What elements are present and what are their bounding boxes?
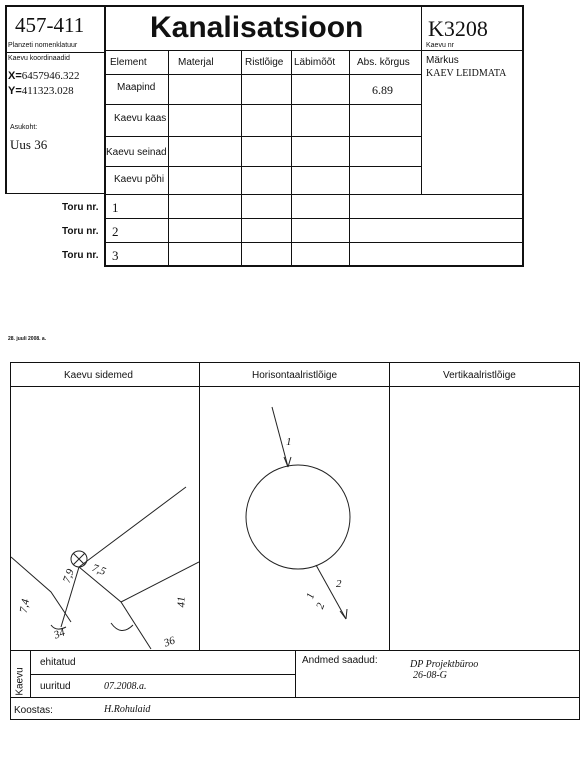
footer-side-label: Kaevu [14,667,26,696]
annotation-7-9: 7,9 [60,567,77,585]
data-source-value-2: 26-08-G [413,670,447,681]
y-label: Y= [8,85,22,97]
annotation-36: 36 [162,634,177,650]
sketch-header-vertical: Vertikaalristlõige [443,370,516,381]
pipe-label-1: Toru nr. [62,202,99,213]
pipe-num-1: 1 [112,200,119,215]
col-header-diameter: Läbimõõt [294,57,336,68]
arrow-label-1: 1 [286,436,292,448]
row-abs-ground: 6.89 [372,83,393,97]
y-value: 411323.028 [21,85,74,97]
surveyed-label: uuritud [40,681,71,692]
pipe-label-3: Toru nr. [62,250,99,261]
y-coordinate [8,85,74,97]
arrow-label-2: 2 [336,578,342,590]
x-label: X= [8,70,22,82]
remarks-caption: Märkus [426,55,459,66]
pipe-num-3: 3 [112,248,119,263]
built-label: ehitatud [40,657,76,668]
pipe-label-2: Toru nr. [62,226,99,237]
arrow-annotation-2: 2 [314,601,328,611]
data-source-label: Andmed saadud: [302,655,378,666]
remarks-value: KAEV LEIDMATA [426,68,507,79]
surveyed-value: 07.2008.a. [104,681,147,692]
vertical-cross-section [390,387,579,650]
date-line: 28. juuli 2008. a. [8,336,47,342]
x-value: 6457946.322 [21,70,80,82]
well-id-caption: Kaevu nr [426,42,455,49]
coords-caption: Kaevu koordinaadid [8,55,70,62]
arrow-annotation-1: 1 [304,591,318,601]
annotation-34: 34 [52,626,67,642]
row-element-walls: Kaevu seinad [106,147,167,158]
sheet-number: 457-411 [15,13,85,37]
col-header-cross-section: Ristlõige [245,57,284,68]
row-element-cover: Kaevu kaas [114,113,167,124]
col-header-abs-height: Abs. kõrgus [357,57,410,68]
pipe-num-2: 2 [112,224,119,239]
col-header-element: Element [110,57,147,68]
location-value: Uus 36 [10,137,48,152]
x-coordinate [8,70,80,82]
horizontal-cross-section [200,387,389,650]
location-caption: Asukoht: [10,124,38,131]
sketch-header-horizontal: Horisontaalristlõige [252,370,338,381]
sheet-caption: Planzeti nomenklatuur [8,42,78,49]
sketch-header-connections: Kaevu sidemed [64,370,133,381]
row-element-bottom: Kaevu põhi [114,174,165,185]
well-id: K3208 [428,16,488,41]
col-header-material: Materjal [178,57,214,68]
page-title: Kanalisatsioon [150,11,364,44]
annotation-7-4: 7,4 [17,598,32,614]
compiled-value: H.Rohulaid [104,704,151,715]
compiled-label: Koostas: [14,705,53,716]
row-element-ground: Maapind [117,82,156,93]
connection-sketch [11,387,199,650]
annotation-7-5: 7,5 [90,562,108,578]
annotation-41: 41 [175,596,188,608]
data-source-value-1: DP Projektbüroo [410,659,479,670]
